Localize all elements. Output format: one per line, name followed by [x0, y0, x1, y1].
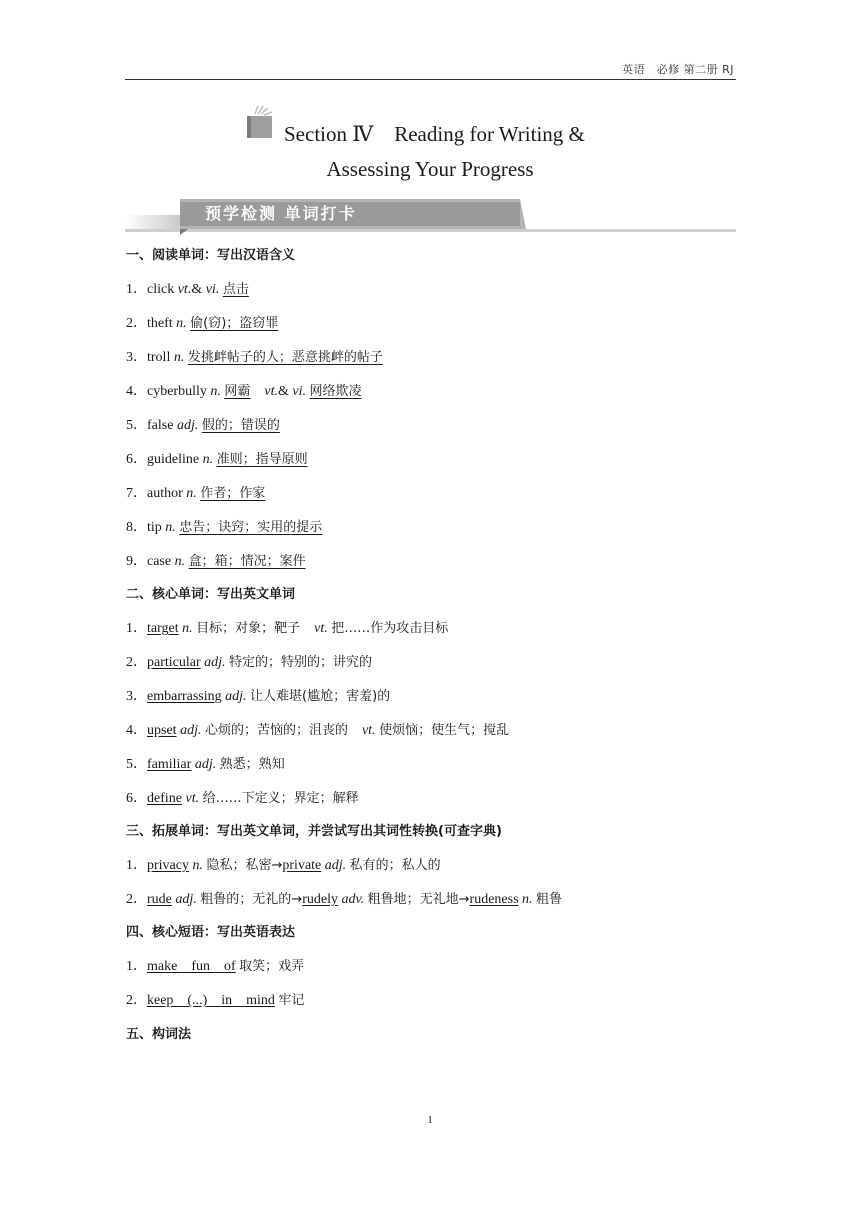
item-connector: & [191, 282, 206, 297]
item-answer: 假的；错误的 [201, 418, 280, 433]
item-answer: define [147, 791, 182, 806]
item-connector: & [278, 384, 293, 399]
item-pos: n. [176, 316, 187, 331]
item-word: guideline [147, 452, 203, 467]
book-icon [246, 104, 274, 140]
list-item [126, 416, 280, 436]
item-number: 2． [126, 655, 147, 670]
section-heading-4: 四、核心短语：写出英语表达 [126, 925, 296, 940]
item-answer: 偷(窃)；盗窃罪 [190, 316, 279, 331]
item-number: 2． [126, 316, 147, 331]
item-answer: 发挑衅帖子的人；恶意挑衅的帖子 [187, 350, 383, 365]
item-pos: n. [186, 486, 197, 501]
item-number: 9． [126, 554, 147, 569]
item-meaning: 粗鲁地；无礼地→ [367, 892, 470, 907]
list-item [126, 382, 362, 402]
item-number: 4． [126, 723, 147, 738]
section-heading-1: 一、阅读单词：写出汉语含义 [126, 248, 296, 263]
banner-fade [125, 215, 181, 229]
list-item [126, 280, 249, 300]
item-pos: n. [174, 554, 186, 569]
list-item [126, 619, 448, 639]
item-meaning: 特定的；特别的；讲究的 [229, 655, 373, 670]
item-number: 2． [126, 993, 147, 1008]
item-answer: rudely [302, 892, 338, 907]
item-answer: make fun of [147, 959, 236, 974]
item-number: 3． [126, 689, 147, 704]
item-pos: n. [202, 452, 214, 467]
item-meaning: 牢记 [278, 993, 305, 1008]
item-meaning: 心烦的；苦恼的；沮丧的 [204, 723, 348, 738]
page-number: 1 [427, 1114, 433, 1126]
item-word: author [147, 486, 187, 501]
item-pos: vt. [181, 791, 200, 806]
item-word: tip [147, 520, 166, 535]
item-word: cyberbully [147, 384, 211, 399]
list-item [126, 755, 285, 775]
item-meaning: 把……作为攻击目标 [331, 621, 449, 636]
item-pos: vt. [264, 384, 278, 399]
item-pos: adj. [321, 858, 347, 873]
item-answer: 盒；箱；情况；案件 [188, 554, 306, 569]
item-pos: vi. [292, 384, 306, 399]
section-heading-2: 二、核心单词：写出英文单词 [126, 587, 296, 602]
item-number: 4． [126, 384, 147, 399]
item-word: click [147, 282, 178, 297]
item-pos: n. [178, 621, 193, 636]
item-pos: adj. [171, 892, 197, 907]
item-meaning: 让人难堪(尴尬；害羞)的 [250, 689, 391, 704]
item-number: 7． [126, 486, 147, 501]
item-answer: familiar [147, 757, 192, 772]
item-pos: vt. [361, 723, 376, 738]
list-item [126, 856, 441, 876]
banner-rule [125, 229, 736, 232]
item-pos: n. [165, 520, 176, 535]
item-pos: vt. [314, 621, 328, 636]
list-item [126, 721, 509, 741]
item-answer: upset [147, 723, 177, 738]
running-header: 英语 必修 第二册 RJ [622, 63, 734, 76]
item-number: 6． [126, 791, 147, 806]
list-item [126, 789, 359, 809]
item-number: 1． [126, 621, 147, 636]
item-pos: adj. [176, 723, 202, 738]
item-answer: 网霸 [224, 384, 251, 399]
section-banner [125, 199, 736, 235]
item-meaning: 隐私；私密→ [206, 858, 283, 873]
title-line-1: Section Ⅳ Reading for Writing & [284, 122, 585, 146]
list-item [126, 348, 383, 368]
banner-tail [180, 229, 188, 235]
section-heading-3: 三、拓展单词：写出英文单词，并尝试写出其词性转换(可查字典) [126, 824, 502, 839]
item-meaning: 熟悉；熟知 [219, 757, 285, 772]
item-pos: adj. [176, 418, 199, 433]
item-number: 8． [126, 520, 147, 535]
item-answer: target [147, 621, 179, 636]
list-item [126, 552, 306, 572]
item-pos: n. [210, 384, 221, 399]
item-number: 5． [126, 757, 147, 772]
item-answer: 作者；作家 [200, 486, 266, 501]
item-pos: adj. [221, 689, 247, 704]
item-number: 1． [126, 858, 147, 873]
item-pos: n. [173, 350, 185, 365]
item-pos: adv. [337, 892, 365, 907]
item-pos: adj. [191, 757, 217, 772]
item-pos: adj. [200, 655, 226, 670]
item-number: 3． [126, 350, 147, 365]
item-number: 1． [126, 282, 147, 297]
item-pos: vi. [205, 282, 220, 297]
item-meaning: 使烦恼；使生气；搅乱 [379, 723, 510, 738]
item-answer: keep (...) in mind [147, 993, 275, 1008]
item-word: false [147, 418, 177, 433]
list-item [126, 890, 562, 910]
item-answer: particular [147, 655, 201, 670]
item-pos: vt. [177, 282, 192, 297]
list-item [126, 687, 390, 707]
list-item [126, 653, 372, 673]
item-meaning: 粗鲁 [536, 892, 563, 907]
item-answer: rudeness [469, 892, 519, 907]
item-word: case [147, 554, 175, 569]
item-meaning: 取笑；戏弄 [239, 959, 305, 974]
item-number: 6． [126, 452, 147, 467]
list-item [126, 991, 304, 1011]
item-meaning: 给……下定义；界定；解释 [202, 791, 359, 806]
item-pos: n. [518, 892, 533, 907]
item-pos: n. [188, 858, 203, 873]
item-answer: privacy [147, 858, 189, 873]
item-answer: private [282, 858, 322, 873]
item-number: 5． [126, 418, 147, 433]
list-item [126, 518, 322, 538]
item-word: troll [147, 350, 174, 365]
item-answer: 准则；指导原则 [216, 452, 308, 467]
item-answer: rude [147, 892, 172, 907]
item-meaning: 私有的；私人的 [349, 858, 441, 873]
item-number: 2． [126, 892, 147, 907]
section-heading-5: 五、构词法 [126, 1027, 192, 1042]
item-meaning: 粗鲁的；无礼的→ [200, 892, 303, 907]
item-word: theft [147, 316, 177, 331]
banner-label: 预学检测 单词打卡 [205, 204, 357, 223]
item-number: 1． [126, 959, 147, 974]
item-answer: 网络欺凌 [309, 384, 362, 399]
item-answer: embarrassing [147, 689, 222, 704]
item-answer: 忠告；诀窍；实用的提示 [179, 520, 323, 535]
list-item [126, 957, 304, 977]
list-item [126, 484, 265, 504]
header-rule [125, 79, 736, 80]
list-item [126, 450, 308, 470]
title-line-2: Assessing Your Progress [326, 157, 534, 181]
item-answer: 点击 [222, 282, 249, 297]
item-meaning: 目标；对象；靶子 [196, 621, 301, 636]
list-item [126, 314, 278, 334]
